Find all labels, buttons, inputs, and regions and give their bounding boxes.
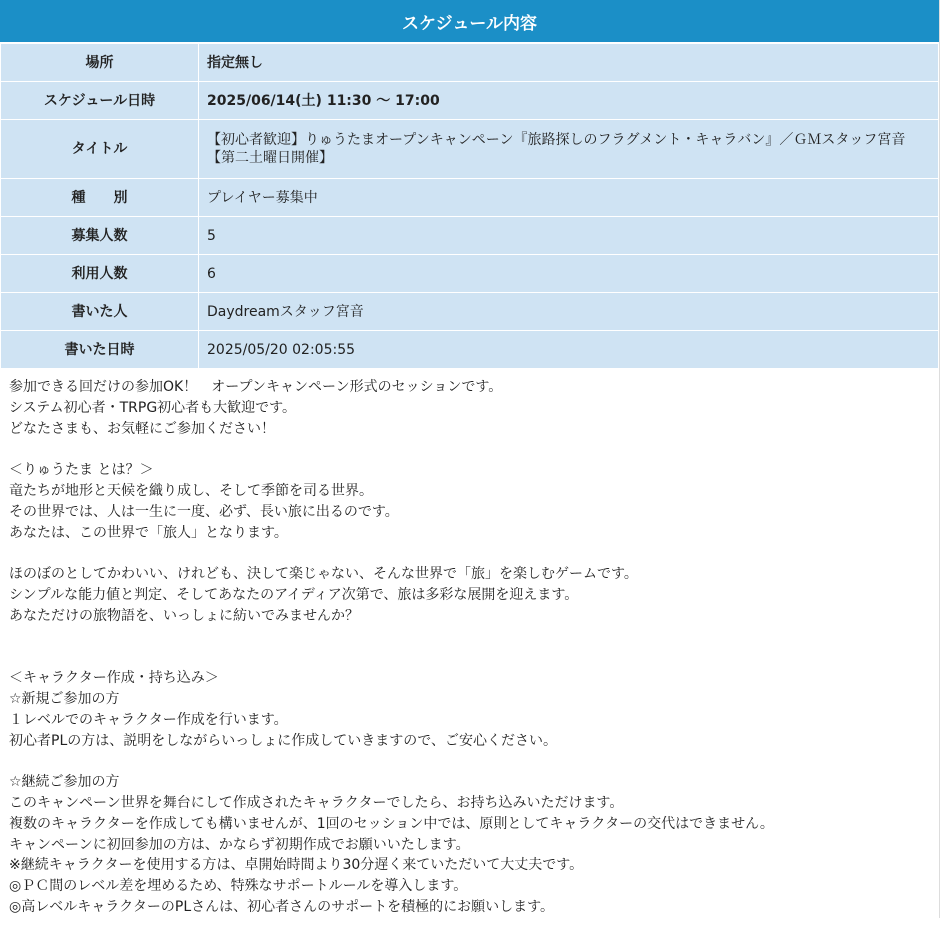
schedule-header xyxy=(0,0,939,43)
type-value: プレイヤー募集中 xyxy=(199,179,939,217)
row-author xyxy=(1,293,939,331)
recruit-value: 5 xyxy=(199,217,939,255)
row-type xyxy=(1,179,939,217)
users-label: 利用人数 xyxy=(1,255,199,293)
row-datetime xyxy=(1,82,939,120)
recruit-label: 募集人数 xyxy=(1,217,199,255)
title-value: 【初心者歓迎】りゅうたまオープンキャンペーン『旅路探しのフラグメント・キャラバン』／ＧＭスタッフ宮音【第二土曜日開催】 xyxy=(199,120,939,179)
written-label: 書いた日時 xyxy=(1,331,199,369)
datetime-label: スケジュール日時 xyxy=(1,82,199,120)
type-label: 種 別 xyxy=(1,179,199,217)
place-value: 指定無し xyxy=(199,44,939,82)
schedule-description: 参加できる回だけの参加OK！ オープンキャンペーン形式のセッションです。 システム初心者・TRPG初心者も大歓迎です。 どなたさまも、お気軽にご参加ください！ ＜りゅうたま とは？＞ 竜たちが地形と天候を織り成し、そして季節を司る世界。 その世界では、人は一生に一度、必ず、長い旅に出るのです。 あなたは、この世界で「旅人」となります。 ほのぼのとしてかわいい、けれども、決して楽じゃない、そんな世界で「旅」を楽しむゲームです。 シンプルな能力値と判定、そしてあなたのアイディア次第で、旅は多彩な展開を迎えます。 あなただけの旅物語を、いっしょに紡いでみませんか？ ＜キャラクター作成・持ち込み＞ ☆新規ご参加の方 １レベルでのキャラクター作成を行います。 初心者PLの方は、説明をしながらいっしょに作成していきますので、ご安心ください。 ☆継続ご参加の方 このキャンペーン世界を舞台にして作成されたキャラクターでしたら、お持ち込みいただけます。 複数のキャラクターを作成しても構いませんが、1回のセッション中では、原則としてキャラクターの交代はできません。 キャンペーンに初回参加の方は、かならず初期作成でお願いいたします。 ※継続キャラクターを使用する方は、卓開始時間より30分遅く来ていただいて大丈夫です。 ◎ＰＣ間のレベル差を埋めるため、特殊なサポートルールを導入します。 ◎高レベルキャラクターのPLさんは、初心者さんのサポートを積極的にお願いします。 xyxy=(9,379,774,915)
author-label: 書いた人 xyxy=(1,293,199,331)
schedule-header-title: スケジュール内容 xyxy=(402,13,537,34)
row-written xyxy=(1,331,939,369)
row-place xyxy=(1,44,939,82)
row-recruit xyxy=(1,217,939,255)
users-value: 6 xyxy=(199,255,939,293)
schedule-info-table xyxy=(0,43,939,369)
row-title xyxy=(1,120,939,179)
written-value: 2025/05/20 02:05:55 xyxy=(199,331,939,369)
author-value: Daydreamスタッフ宮音 xyxy=(199,293,939,331)
row-users xyxy=(1,255,939,293)
datetime-value: 2025/06/14(土) 11:30 〜 17:00 xyxy=(199,82,939,120)
place-label: 場所 xyxy=(1,44,199,82)
title-label: タイトル xyxy=(1,120,199,179)
